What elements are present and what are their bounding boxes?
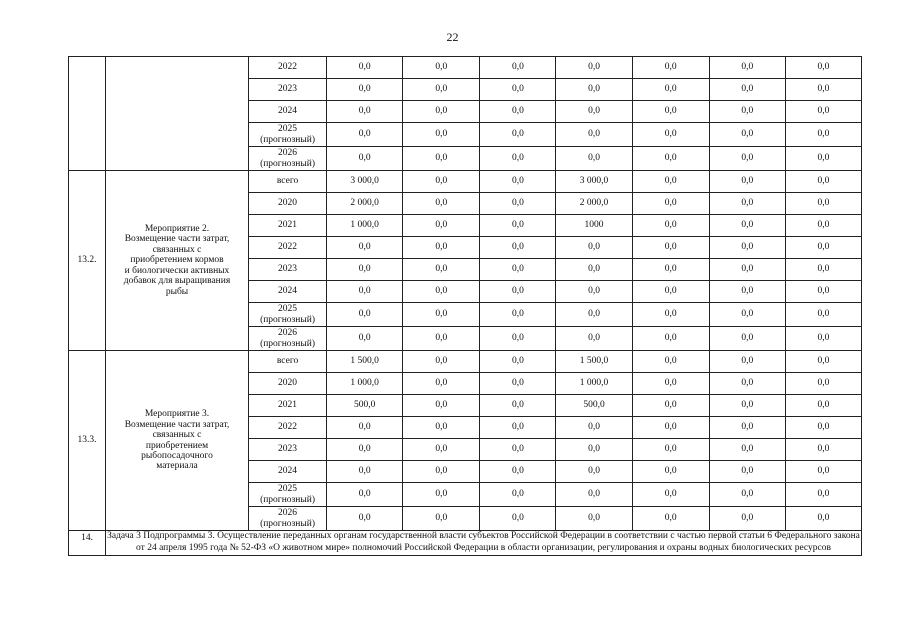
value-cell: 0,0 bbox=[556, 439, 632, 461]
value-cell: 0,0 bbox=[785, 417, 861, 439]
value-cell: 0,0 bbox=[785, 327, 861, 351]
value-cell: 0,0 bbox=[480, 193, 556, 215]
value-cell: 0,0 bbox=[785, 373, 861, 395]
value-cell: 0,0 bbox=[709, 259, 785, 281]
value-cell: 0,0 bbox=[709, 171, 785, 193]
value-cell: 0,0 bbox=[632, 147, 709, 171]
value-cell: 0,0 bbox=[480, 327, 556, 351]
task-row bbox=[69, 531, 862, 556]
value-cell: 0,0 bbox=[403, 483, 480, 507]
value-cell: 0,0 bbox=[480, 215, 556, 237]
value-cell: 0,0 bbox=[709, 507, 785, 531]
value-cell: 0,0 bbox=[403, 259, 480, 281]
year-cell: 2025 (прогнозный) bbox=[248, 483, 326, 507]
value-cell: 0,0 bbox=[709, 281, 785, 303]
value-cell: 0,0 bbox=[632, 281, 709, 303]
value-cell: 0,0 bbox=[480, 123, 556, 147]
value-cell: 0,0 bbox=[403, 417, 480, 439]
value-cell: 0,0 bbox=[785, 483, 861, 507]
year-cell: 2024 bbox=[248, 281, 326, 303]
year-cell: 2025 (прогнозный) bbox=[248, 303, 326, 327]
value-cell: 0,0 bbox=[480, 147, 556, 171]
value-cell: 0,0 bbox=[556, 101, 632, 123]
value-cell: 0,0 bbox=[709, 439, 785, 461]
year-cell: 2023 bbox=[248, 259, 326, 281]
value-cell: 0,0 bbox=[403, 123, 480, 147]
value-cell: 0,0 bbox=[327, 417, 403, 439]
table-row bbox=[69, 171, 862, 193]
year-cell: 2024 bbox=[248, 461, 326, 483]
value-cell: 0,0 bbox=[403, 57, 480, 79]
value-cell: 0,0 bbox=[403, 327, 480, 351]
value-cell: 0,0 bbox=[709, 101, 785, 123]
value-cell: 0,0 bbox=[480, 57, 556, 79]
value-cell: 0,0 bbox=[403, 373, 480, 395]
value-cell: 0,0 bbox=[556, 281, 632, 303]
value-cell: 0,0 bbox=[403, 193, 480, 215]
table-body bbox=[69, 57, 862, 556]
value-cell: 0,0 bbox=[556, 147, 632, 171]
value-cell: 0,0 bbox=[632, 171, 709, 193]
value-cell: 0,0 bbox=[709, 193, 785, 215]
value-cell: 0,0 bbox=[632, 193, 709, 215]
value-cell: 0,0 bbox=[403, 303, 480, 327]
value-cell: 0,0 bbox=[403, 351, 480, 373]
value-cell: 0,0 bbox=[403, 439, 480, 461]
budget-table bbox=[68, 56, 862, 556]
value-cell: 0,0 bbox=[480, 417, 556, 439]
value-cell: 0,0 bbox=[785, 123, 861, 147]
value-cell: 0,0 bbox=[632, 57, 709, 79]
year-cell: 2020 bbox=[248, 193, 326, 215]
value-cell: 0,0 bbox=[785, 171, 861, 193]
value-cell: 0,0 bbox=[327, 79, 403, 101]
value-cell: 0,0 bbox=[785, 395, 861, 417]
value-cell: 0,0 bbox=[480, 483, 556, 507]
value-cell: 0,0 bbox=[785, 101, 861, 123]
value-cell: 0,0 bbox=[327, 57, 403, 79]
value-cell: 0,0 bbox=[709, 215, 785, 237]
item-description bbox=[106, 57, 249, 171]
value-cell: 500,0 bbox=[556, 395, 632, 417]
value-cell: 0,0 bbox=[785, 439, 861, 461]
year-cell: 2024 bbox=[248, 101, 326, 123]
value-cell: 1 500,0 bbox=[327, 351, 403, 373]
value-cell: 0,0 bbox=[327, 281, 403, 303]
value-cell: 0,0 bbox=[709, 395, 785, 417]
value-cell: 0,0 bbox=[403, 171, 480, 193]
item-description: Мероприятие 3. Возмещение части затрат, связанных с приобретением рыбопосадочного материала bbox=[106, 351, 249, 531]
value-cell: 0,0 bbox=[480, 237, 556, 259]
value-cell: 3 000,0 bbox=[327, 171, 403, 193]
value-cell: 0,0 bbox=[632, 101, 709, 123]
value-cell: 0,0 bbox=[327, 123, 403, 147]
value-cell: 3 000,0 bbox=[556, 171, 632, 193]
value-cell: 0,0 bbox=[327, 439, 403, 461]
value-cell: 0,0 bbox=[480, 461, 556, 483]
year-cell: 2026 (прогнозный) bbox=[248, 147, 326, 171]
value-cell: 0,0 bbox=[556, 417, 632, 439]
value-cell: 0,0 bbox=[480, 373, 556, 395]
value-cell: 0,0 bbox=[480, 281, 556, 303]
value-cell: 0,0 bbox=[327, 461, 403, 483]
value-cell: 0,0 bbox=[327, 303, 403, 327]
item-number: 13.3. bbox=[69, 351, 106, 531]
value-cell: 0,0 bbox=[709, 483, 785, 507]
year-cell: 2021 bbox=[248, 395, 326, 417]
value-cell: 1000 bbox=[556, 215, 632, 237]
value-cell: 0,0 bbox=[632, 351, 709, 373]
year-cell: 2026 (прогнозный) bbox=[248, 507, 326, 531]
value-cell: 0,0 bbox=[709, 79, 785, 101]
value-cell: 0,0 bbox=[556, 461, 632, 483]
value-cell: 0,0 bbox=[632, 461, 709, 483]
value-cell: 0,0 bbox=[403, 281, 480, 303]
value-cell: 0,0 bbox=[709, 303, 785, 327]
value-cell: 0,0 bbox=[632, 123, 709, 147]
value-cell: 0,0 bbox=[785, 351, 861, 373]
value-cell: 0,0 bbox=[327, 327, 403, 351]
value-cell: 0,0 bbox=[632, 395, 709, 417]
value-cell: 0,0 bbox=[556, 123, 632, 147]
value-cell: 0,0 bbox=[403, 147, 480, 171]
value-cell: 0,0 bbox=[785, 281, 861, 303]
value-cell: 0,0 bbox=[556, 327, 632, 351]
item-number: 13.2. bbox=[69, 171, 106, 351]
value-cell: 0,0 bbox=[785, 461, 861, 483]
value-cell: 0,0 bbox=[480, 351, 556, 373]
item-description: Мероприятие 2. Возмещение части затрат, связанных с приобретением кормов и биологически активных добавок для выращивания рыбы bbox=[106, 171, 249, 351]
page-number: 22 bbox=[446, 30, 459, 44]
value-cell: 0,0 bbox=[709, 461, 785, 483]
value-cell: 0,0 bbox=[632, 79, 709, 101]
value-cell: 0,0 bbox=[709, 351, 785, 373]
value-cell: 1 000,0 bbox=[556, 373, 632, 395]
value-cell: 0,0 bbox=[556, 303, 632, 327]
value-cell: 0,0 bbox=[480, 395, 556, 417]
value-cell: 0,0 bbox=[709, 327, 785, 351]
value-cell: 0,0 bbox=[556, 57, 632, 79]
value-cell: 0,0 bbox=[785, 507, 861, 531]
item-number bbox=[69, 57, 106, 171]
value-cell: 0,0 bbox=[556, 507, 632, 531]
value-cell: 0,0 bbox=[785, 259, 861, 281]
value-cell: 0,0 bbox=[327, 101, 403, 123]
year-cell: 2025 (прогнозный) bbox=[248, 123, 326, 147]
value-cell: 500,0 bbox=[327, 395, 403, 417]
value-cell: 0,0 bbox=[632, 237, 709, 259]
value-cell: 0,0 bbox=[709, 237, 785, 259]
value-cell: 0,0 bbox=[556, 79, 632, 101]
value-cell: 2 000,0 bbox=[327, 193, 403, 215]
task-description: Задача 3 Подпрограммы 3. Осуществление переданных органам государственной власти субъектов Российской Федерации в соответствии с частью первой статьи 6 Федерального закона от 24 апреля 1995 года № 52-ФЗ «О животном мире» полномочий Российской Федерации в области организации, регулирования и охраны водных биологических ресурсов bbox=[106, 531, 862, 556]
year-cell: всего bbox=[248, 171, 326, 193]
value-cell: 0,0 bbox=[785, 237, 861, 259]
value-cell: 0,0 bbox=[632, 327, 709, 351]
value-cell: 0,0 bbox=[632, 259, 709, 281]
year-cell: 2020 bbox=[248, 373, 326, 395]
year-cell: всего bbox=[248, 351, 326, 373]
value-cell: 0,0 bbox=[480, 507, 556, 531]
value-cell: 0,0 bbox=[632, 417, 709, 439]
value-cell: 0,0 bbox=[480, 439, 556, 461]
year-cell: 2022 bbox=[248, 417, 326, 439]
value-cell: 0,0 bbox=[403, 215, 480, 237]
value-cell: 0,0 bbox=[480, 101, 556, 123]
value-cell: 0,0 bbox=[480, 79, 556, 101]
year-cell: 2022 bbox=[248, 57, 326, 79]
value-cell: 0,0 bbox=[632, 303, 709, 327]
value-cell: 0,0 bbox=[709, 373, 785, 395]
value-cell: 0,0 bbox=[327, 507, 403, 531]
value-cell: 0,0 bbox=[785, 79, 861, 101]
value-cell: 0,0 bbox=[632, 439, 709, 461]
value-cell: 0,0 bbox=[556, 237, 632, 259]
value-cell: 0,0 bbox=[709, 123, 785, 147]
value-cell: 0,0 bbox=[403, 507, 480, 531]
value-cell: 0,0 bbox=[403, 461, 480, 483]
value-cell: 0,0 bbox=[785, 193, 861, 215]
value-cell: 0,0 bbox=[556, 483, 632, 507]
value-cell: 1 500,0 bbox=[556, 351, 632, 373]
value-cell: 0,0 bbox=[785, 303, 861, 327]
value-cell: 0,0 bbox=[403, 237, 480, 259]
value-cell: 0,0 bbox=[785, 215, 861, 237]
value-cell: 0,0 bbox=[327, 259, 403, 281]
value-cell: 0,0 bbox=[709, 147, 785, 171]
value-cell: 2 000,0 bbox=[556, 193, 632, 215]
value-cell: 0,0 bbox=[709, 57, 785, 79]
year-cell: 2026 (прогнозный) bbox=[248, 327, 326, 351]
task-number: 14. bbox=[69, 531, 106, 556]
value-cell: 0,0 bbox=[785, 57, 861, 79]
year-cell: 2022 bbox=[248, 237, 326, 259]
value-cell: 0,0 bbox=[632, 215, 709, 237]
value-cell: 0,0 bbox=[785, 147, 861, 171]
value-cell: 0,0 bbox=[327, 147, 403, 171]
year-cell: 2023 bbox=[248, 439, 326, 461]
value-cell: 0,0 bbox=[632, 483, 709, 507]
value-cell: 0,0 bbox=[403, 395, 480, 417]
value-cell: 1 000,0 bbox=[327, 373, 403, 395]
value-cell: 1 000,0 bbox=[327, 215, 403, 237]
year-cell: 2023 bbox=[248, 79, 326, 101]
value-cell: 0,0 bbox=[632, 373, 709, 395]
table-row bbox=[69, 351, 862, 373]
value-cell: 0,0 bbox=[709, 417, 785, 439]
table-row bbox=[69, 57, 862, 79]
value-cell: 0,0 bbox=[327, 483, 403, 507]
value-cell: 0,0 bbox=[403, 101, 480, 123]
value-cell: 0,0 bbox=[403, 79, 480, 101]
value-cell: 0,0 bbox=[556, 259, 632, 281]
value-cell: 0,0 bbox=[480, 303, 556, 327]
value-cell: 0,0 bbox=[480, 171, 556, 193]
value-cell: 0,0 bbox=[480, 259, 556, 281]
value-cell: 0,0 bbox=[327, 237, 403, 259]
year-cell: 2021 bbox=[248, 215, 326, 237]
value-cell: 0,0 bbox=[632, 507, 709, 531]
